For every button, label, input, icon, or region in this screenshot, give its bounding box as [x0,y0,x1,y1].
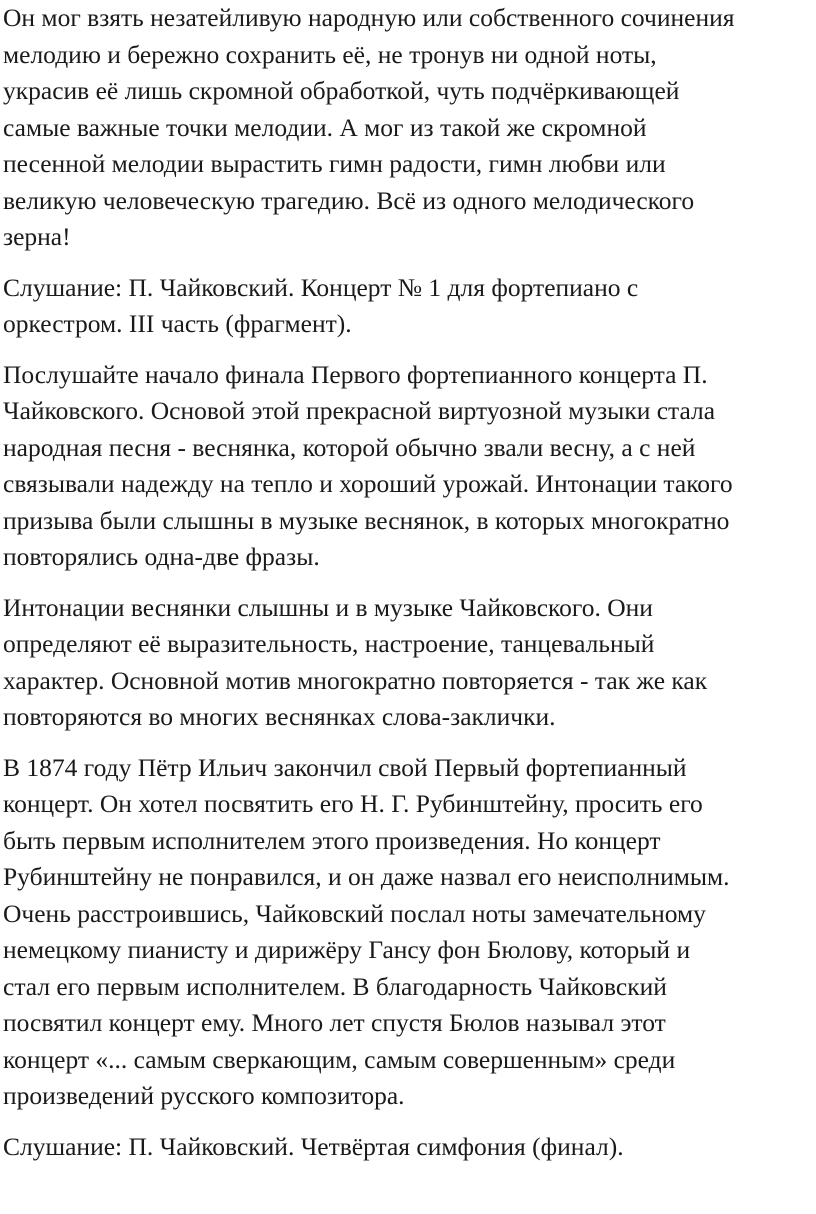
paragraph-listening-concerto: Слушание: П. Чайковский. Концерт № 1 для фортепиано с оркестром. III часть (фрагмент). [3,272,639,338]
paragraph-finale-description: Послушайте начало финала Первого фортепианного концерта П. Чайковского. Основой этой прекрасной виртуозной музыки стала народная песня - веснянка, которой обычно звали весну, а с ней связывали надежду на тепло и хороший урожай. Интонации такого призыва были слышны в музыке веснянок, в которых многократно повторялись одна-две фразы. [3,359,733,571]
paragraph-history: В 1874 году Пётр Ильич закончил свой Первый фортепианный концерт. Он хотел посвятить его Н. Г. Рубинштейну, просить его быть первым исполнителем этого произведения. Но концерт Рубинштейну не понравился, и он даже назвал его неисполнимым. Очень расстроившись, Чайковский послал ноты замечательному немецкому пианисту и дирижёру Гансу фон Бюлову, который и стал его первым исполнителем. В благодарность Чайковский посвятил концерт ему. Много лет спустя Бюлов называл этот концерт «... самым сверкающим, самым совершенным» среди произведений русского композитора. [3,752,730,1110]
paragraph-listening-symphony: Слушание: П. Чайковский. Четвёртая симфония (финал). [3,1131,624,1161]
paragraph-vesnyanka-intonations: Интонации веснянки слышны и в музыке Чайковского. Они определяют её выразительность, настроение, танцевальный характер. Основной мотив многократно повторяется - так же как повторяются во многих веснянках слова-заклички. [3,592,708,731]
document-page [3,0,813,1179]
paragraph-intro: Он мог взять незатейливую народную или собственного сочинения мелодию и бережно сохранить её, не тронув ни одной ноты, украсив её лишь скромной обработкой, чуть подчёркивающей самые важные точки мелодии. А мог из такой же скромной песенной мелодии вырастить гимн радости, гимн любви или великую человеческую трагедию. Всё из одного мелодического зерна! [3,3,735,251]
